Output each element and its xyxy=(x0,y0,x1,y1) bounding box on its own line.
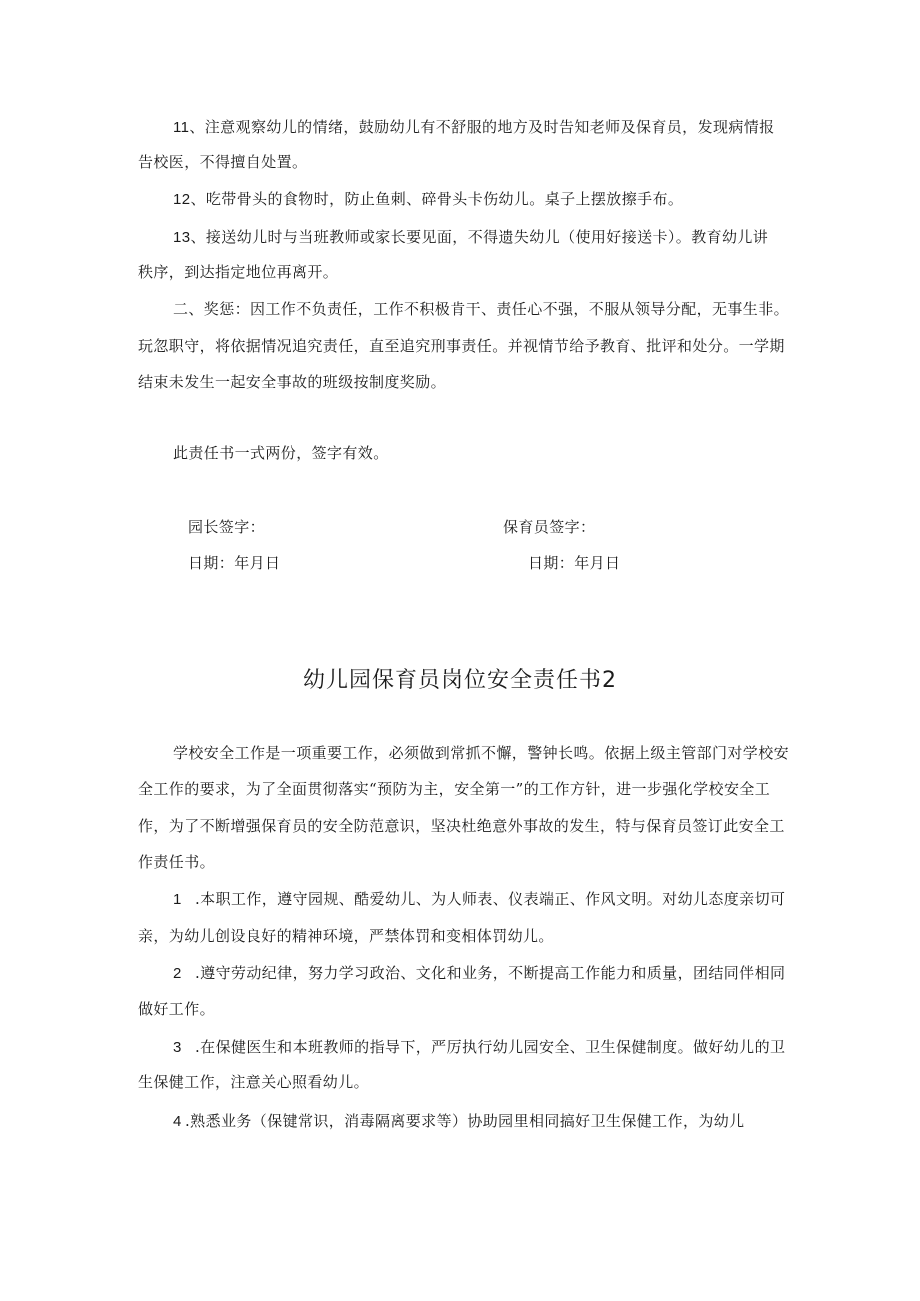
reward-line-1: 二、奖惩：因工作不负责任，工作不积极肯干、责任心不强，不服从领导分配，无事生非。 xyxy=(173,300,790,318)
item-11-line-1 xyxy=(173,117,775,138)
principal-signature-label: 园长签字： xyxy=(188,518,266,536)
copies-note: 此责任书一式两份，签字有效。 xyxy=(173,444,389,462)
item-12-text: 、吃带骨头的食物时，防止鱼刺、碎骨头卡伤幼儿。桌子上摆放擦手布。 xyxy=(190,190,684,208)
s2-item-1-line-2: 亲，为幼儿创设良好的精神环境，严禁体罚和变相体罚幼儿。 xyxy=(138,927,554,945)
s2-item-3-text: .在保健医生和本班教师的指导下，严厉执行幼儿园安全、卫生保健制度。做好幼儿的卫 xyxy=(195,1038,786,1056)
intro-line-4: 作责任书。 xyxy=(138,853,216,871)
item-13-line-1 xyxy=(173,227,768,248)
item-13-text: 、接送幼儿时与当班教师或家长要见面，不得遗失幼儿（使用好接送卡）。教育幼儿讲 xyxy=(190,228,769,246)
item-11-number: 11 xyxy=(173,119,190,136)
caregiver-signature-label: 保育员签字： xyxy=(503,518,596,536)
s2-item-3-line-2: 生保健工作，注意关心照看幼儿。 xyxy=(138,1073,370,1091)
s2-item-2-line-2: 做好工作。 xyxy=(138,1000,216,1018)
item-13-line-2: 秩序，到达指定地位再离开。 xyxy=(138,263,339,281)
caregiver-date: 日期：年月日 xyxy=(528,554,621,572)
s2-item-2-text: .遵守劳动纪律，努力学习政治、文化和业务，不断提高工作能力和质量，团结同伴相同 xyxy=(195,964,786,982)
s2-item-1-number: 1 xyxy=(173,891,182,908)
s2-item-3-number: 3 xyxy=(173,1039,182,1056)
s2-item-2-number: 2 xyxy=(173,965,182,982)
s2-item-3-line-1 xyxy=(173,1037,785,1058)
s2-item-1-line-1 xyxy=(173,889,785,910)
item-13-number: 13 xyxy=(173,229,191,246)
intro-line-3: 作，为了不断增强保育员的安全防范意识，坚决杜绝意外事故的发生，特与保育员签订此安全工 xyxy=(138,817,785,835)
document-title: 幼儿园保育员岗位安全责任书2 xyxy=(303,668,617,693)
reward-line-3: 结束未发生一起安全事故的班级按制度奖励。 xyxy=(138,373,447,391)
item-12-line-1 xyxy=(173,189,683,210)
item-11-line-2: 告校医，不得擅自处置。 xyxy=(138,153,308,171)
item-11-text: 、注意观察幼儿的情绪，鼓励幼儿有不舒服的地方及时告知老师及保育员，发现病情报 xyxy=(189,118,775,136)
s2-item-4-text: .熟悉业务（保键常识，消毒隔离要求等）协助园里相同搞好卫生保健工作，为幼儿 xyxy=(185,1112,745,1130)
s2-item-4-line-1 xyxy=(173,1111,745,1132)
s2-item-2-line-1 xyxy=(173,963,785,984)
s2-item-1-text: .本职工作，遵守园规、酷爱幼儿、为人师表、仪表端正、作风文明。对幼儿态度亲切可 xyxy=(195,890,786,908)
item-12-number: 12 xyxy=(173,191,191,208)
s2-item-4-number: 4 xyxy=(173,1113,182,1130)
intro-line-2: 全工作的要求，为了全面贯彻落实“预防为主，安全第一”的工作方针，进一步强化学校安全工 xyxy=(138,780,771,798)
intro-line-1: 学校安全工作是一项重要工作，必须做到常抓不懈，警钟长鸣。依据上级主管部门对学校安 xyxy=(173,744,790,762)
reward-line-2: 玩忽职守，将依据情况追究责任，直至追究刑事责任。并视情节给予教育、批评和处分。一学期 xyxy=(138,337,785,355)
principal-date: 日期：年月日 xyxy=(188,554,281,572)
